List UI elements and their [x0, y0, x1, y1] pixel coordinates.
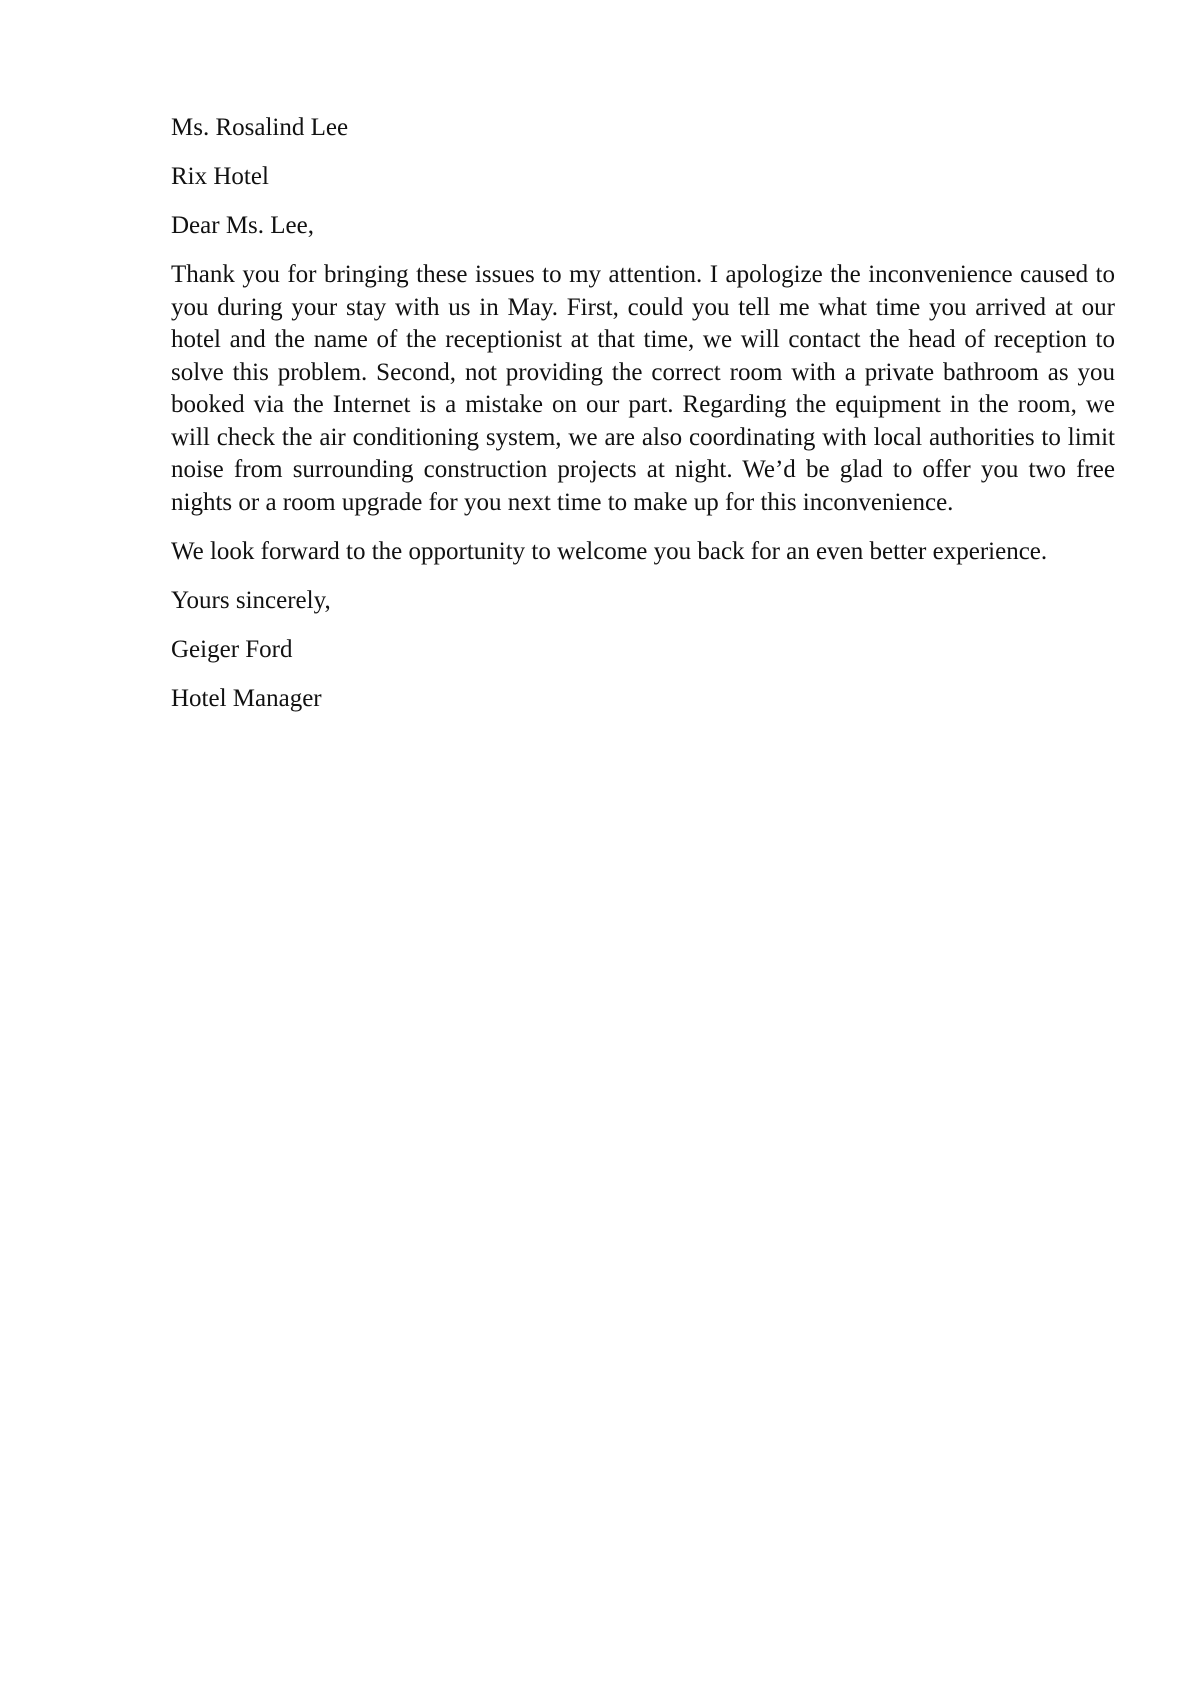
recipient-name: Ms. Rosalind Lee	[171, 114, 349, 141]
salutation: Dear Ms. Lee,	[171, 212, 314, 239]
closing: Yours sincerely,	[171, 586, 331, 614]
body-paragraph-apology: Thank you for bringing these issues to my attention. I apologize the inconvenience caused to you during your stay with us in May. First, could you tell me what time you arrived at our hotel and the name of the receptionist at that time, we will contact the head of reception to solve this problem. Second, not providing the correct room with a private bathroom as you booked via the Internet is a mistake on our part. Regarding the equipment in the room, we will check the air conditioning system, we are also coordinating with local authorities to limit noise from surrounding construction projects at night. We’d be glad to offer you two free nights or a room upgrade for you next time to make up for this inconvenience.	[171, 261, 1115, 516]
signer-title: Hotel Manager	[171, 684, 322, 712]
letter-body	[171, 112, 1115, 732]
body-paragraph-welcome-back: We look forward to the opportunity to welcome you back for an even better experience.	[171, 537, 1048, 565]
recipient-organization: Rix Hotel	[171, 163, 269, 190]
signer-name: Geiger Ford	[171, 635, 293, 663]
